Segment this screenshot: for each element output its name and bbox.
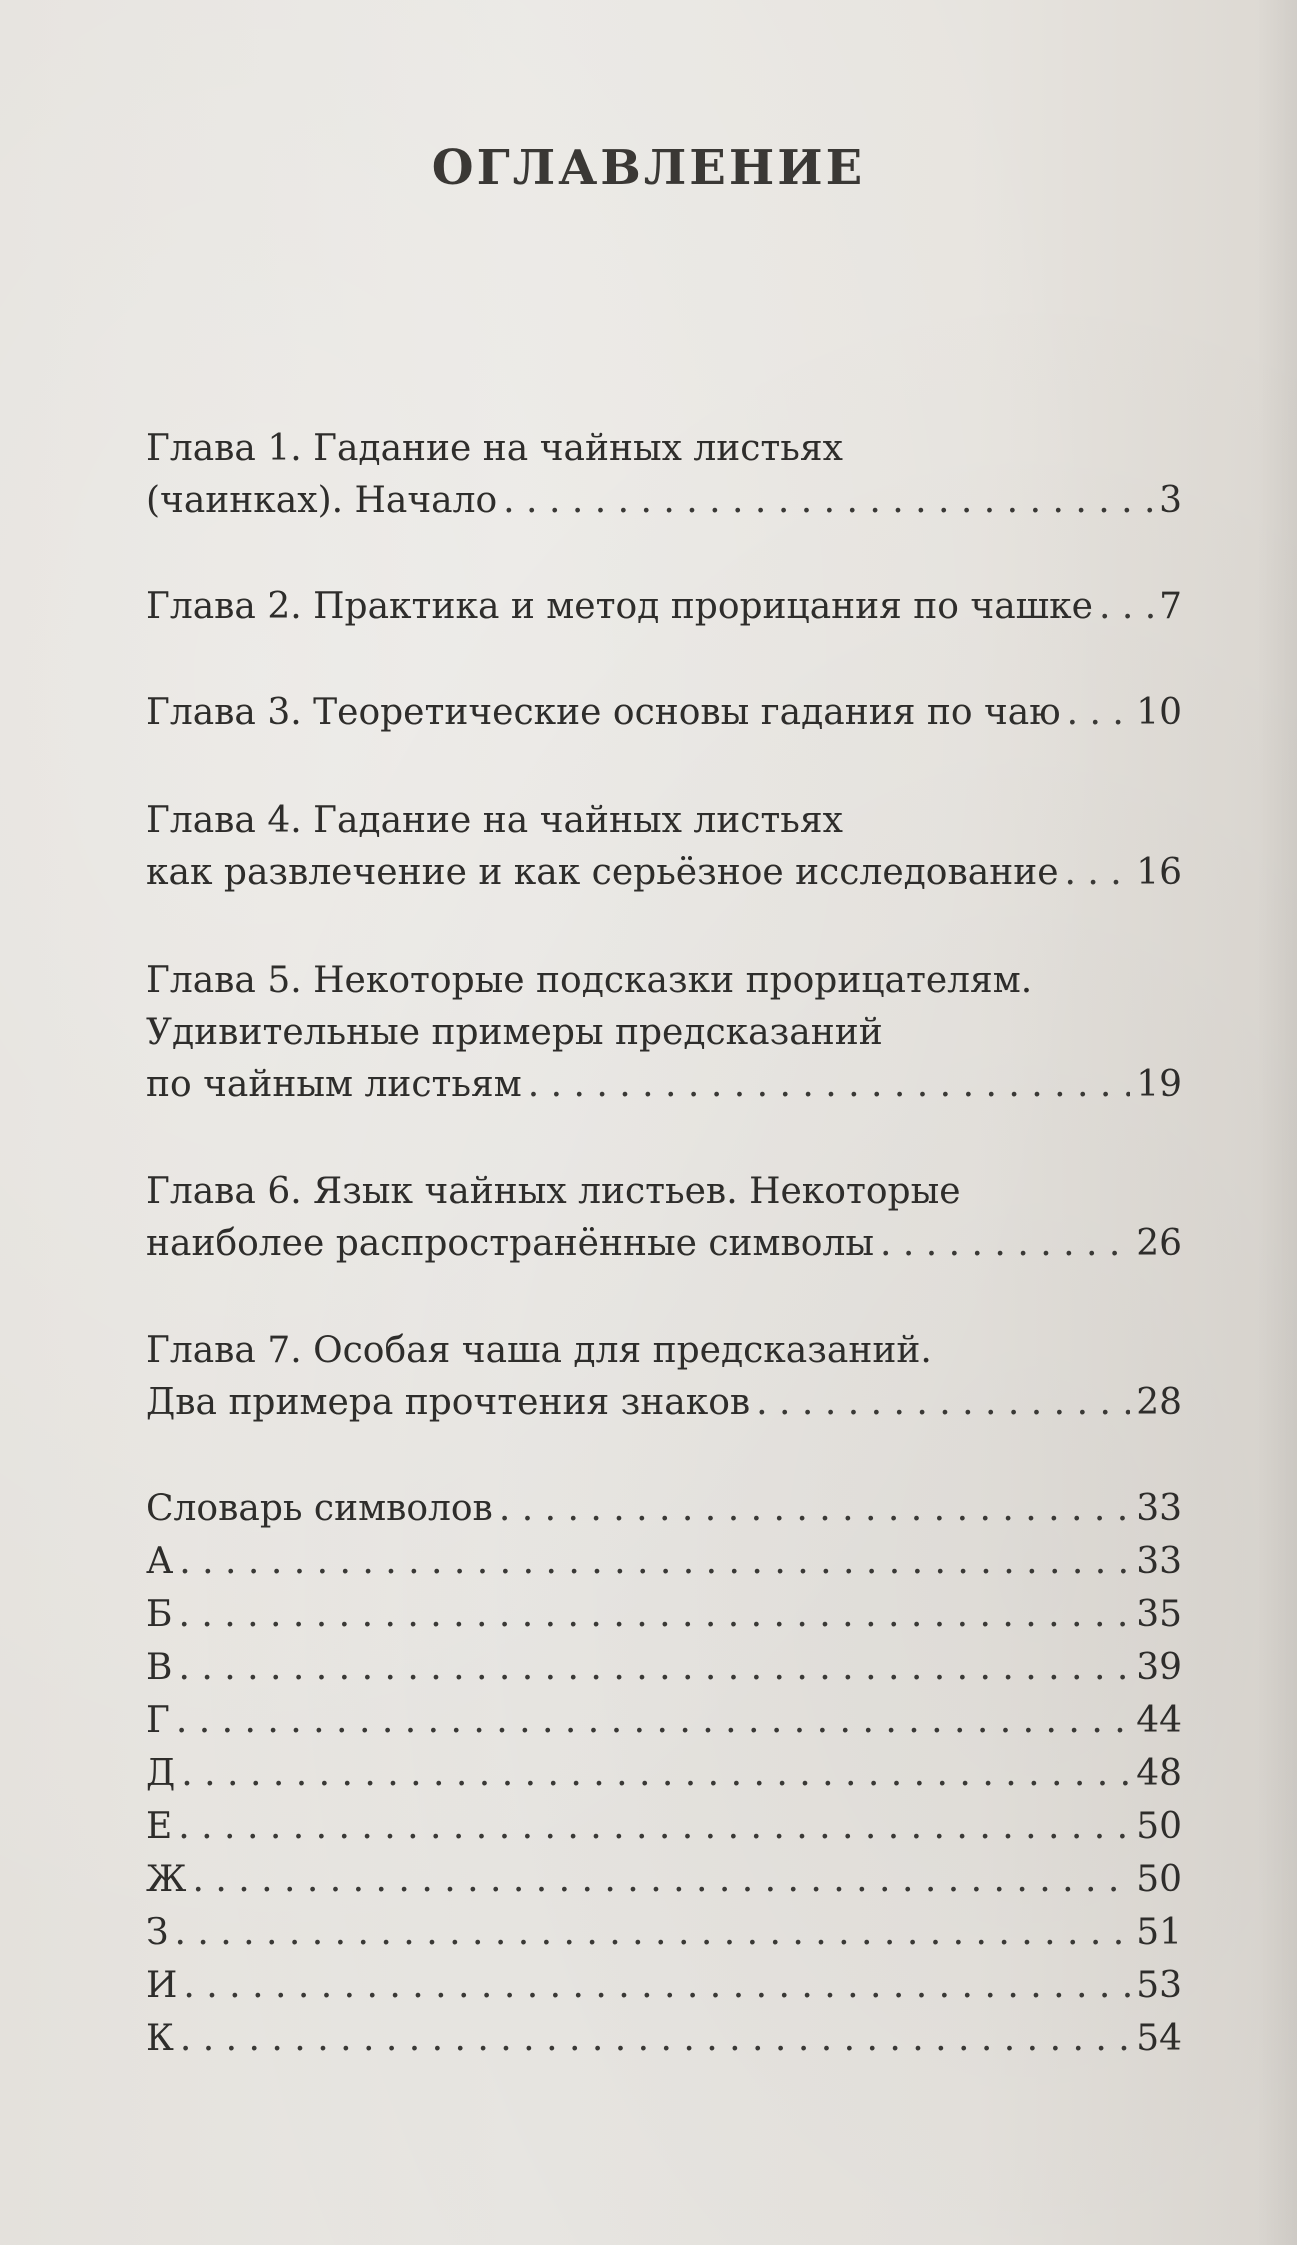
toc-chapter-4-line-1: Глава 4. Гадание на чайных листьях [146, 800, 843, 841]
dot-leader [1067, 687, 1131, 739]
toc-chapter-5-line-2: Удивительные примеры предсказаний [146, 1012, 883, 1053]
toc-chapter-6-line-1: Глава 6. Язык чайных листьев. Некоторые [146, 1171, 961, 1212]
toc-chapter-1-line-1: Глава 1. Гадание на чайных листьях [146, 428, 843, 469]
page-number: 39 [1136, 1647, 1182, 1688]
page-number: 28 [1136, 1382, 1182, 1423]
dot-leader [528, 1059, 1130, 1111]
dot-leader [180, 2013, 1130, 2065]
dot-leader [178, 1589, 1130, 1641]
page-number: 19 [1136, 1064, 1182, 1105]
dot-leader [192, 1854, 1130, 1906]
toc-chapter-1-line-2: (чаинках). Начало . . . 3 [146, 475, 1182, 527]
toc-letter-k: К . . . 54 [146, 2013, 1182, 2065]
page-number: 3 [1159, 480, 1182, 521]
toc-letter-e: Е . . . 50 [146, 1801, 1182, 1853]
dot-leader [503, 475, 1153, 527]
toc-letter-b: Б . . . 35 [146, 1589, 1182, 1641]
dot-leader [183, 1960, 1130, 2012]
page-number: 26 [1136, 1223, 1182, 1264]
page-number: 16 [1136, 852, 1182, 893]
toc-letter-i: И . . . 53 [146, 1960, 1182, 2012]
toc-letter-zh: Ж . . . 50 [146, 1854, 1182, 1906]
toc-chapter-2: Глава 2. Практика и метод прорицания по чашке . . . 7 [146, 581, 1182, 633]
toc-letter-a: А . . . 33 [146, 1536, 1182, 1588]
page-number: 35 [1136, 1594, 1182, 1635]
page-number: 33 [1136, 1488, 1182, 1529]
dot-leader [178, 1642, 1130, 1694]
toc-chapter-7-line-1: Глава 7. Особая чаша для предсказаний. [146, 1330, 932, 1371]
toc-letter-v: В . . . 39 [146, 1642, 1182, 1694]
page-number: 51 [1136, 1912, 1182, 1953]
toc-letter-z: З . . . 51 [146, 1907, 1182, 1959]
toc-letter-d: Д . . . 48 [146, 1748, 1182, 1800]
page-number: 33 [1136, 1541, 1182, 1582]
dot-leader [880, 1218, 1130, 1270]
page-number: 54 [1136, 2018, 1182, 2059]
dot-leader [179, 1536, 1130, 1588]
page-number: 50 [1136, 1806, 1182, 1847]
dot-leader [181, 1748, 1130, 1800]
toc-dictionary: Словарь символов . . . 33 [146, 1483, 1182, 1535]
toc-chapter-6-line-2: наиболее распространённые символы . . . 26 [146, 1218, 1182, 1270]
page-number: 50 [1136, 1859, 1182, 1900]
dot-leader [178, 1801, 1130, 1853]
page-title: ОГЛАВЛЕНИЕ [431, 140, 866, 196]
page-fold-shadow [1257, 0, 1297, 2245]
dot-leader [499, 1483, 1130, 1535]
page-number: 53 [1136, 1965, 1182, 2006]
page-number: 7 [1159, 586, 1182, 627]
page-number: 44 [1136, 1700, 1182, 1741]
toc-chapter-4-line-2: как развлечение и как серьёзное исследование . . . 16 [146, 847, 1182, 899]
dot-leader [176, 1695, 1130, 1747]
toc-chapter-5-line-3: по чайным листьям . . . 19 [146, 1059, 1182, 1111]
toc-chapter-3: Глава 3. Теоретические основы гадания по чаю . . . 10 [146, 687, 1182, 739]
dot-leader [1099, 581, 1153, 633]
toc-letter-g: Г . . . 44 [146, 1695, 1182, 1747]
page-number: 10 [1136, 692, 1182, 733]
page-number: 48 [1136, 1753, 1182, 1794]
toc-chapter-5-line-1: Глава 5. Некоторые подсказки прорицателям. [146, 960, 1033, 1001]
dot-leader [756, 1377, 1130, 1429]
dot-leader [1065, 847, 1131, 899]
dot-leader [174, 1907, 1130, 1959]
toc-chapter-7-line-2: Два примера прочтения знаков . . . 28 [146, 1377, 1182, 1429]
